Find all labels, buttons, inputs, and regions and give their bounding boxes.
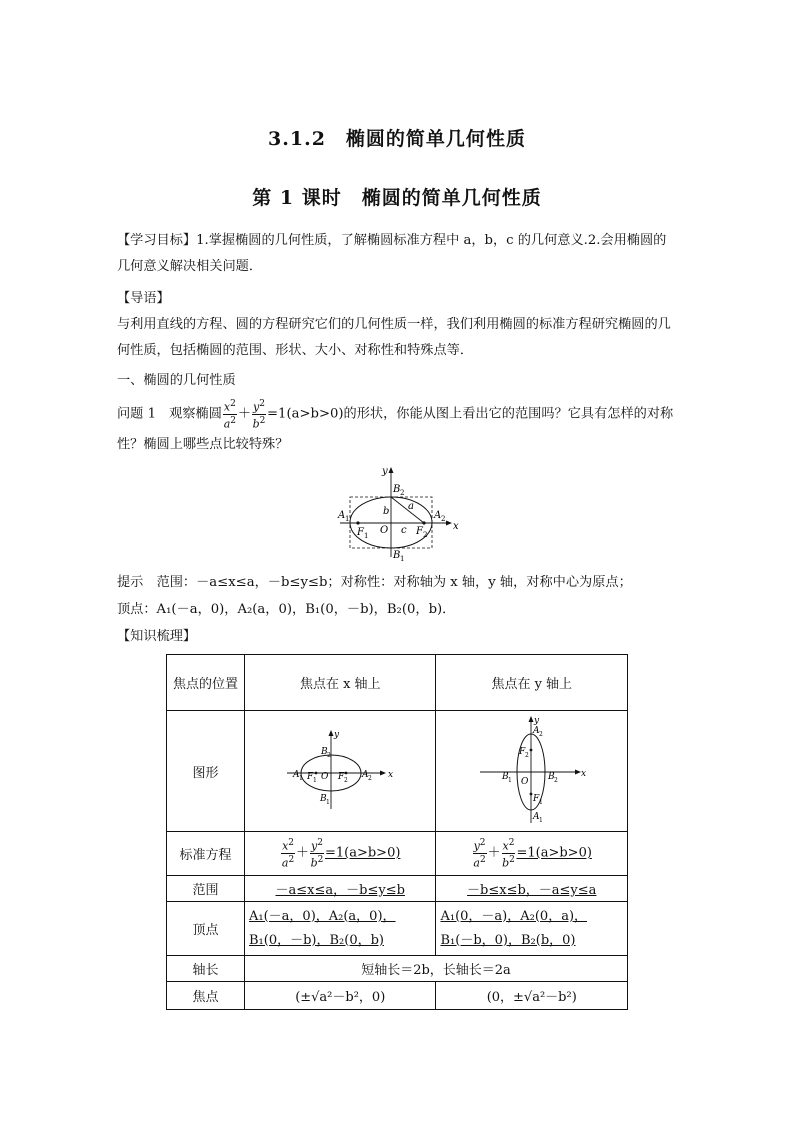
x-axis-arrow [380,771,386,776]
label-o: O [380,525,389,536]
fraction-x2-a2: $\frac{x^2}{a^2}$ [223,399,237,431]
label-f2: F [416,526,423,537]
label-b1-sub: 1 [508,777,513,784]
intro-label: 【导语】 [117,291,170,306]
table-row [167,655,628,711]
label-b2: B [393,484,401,495]
lesson-title: 第 1 课时 椭圆的简单几何性质 [252,187,542,209]
label-b2: B [320,747,328,757]
label-b2-sub: 2 [400,489,405,497]
label-a1-sub: 1 [345,515,350,523]
label-a2: A [361,770,369,780]
ellipse-figure-main [330,462,465,562]
fraction-x2-a2: $\frac{x^2}{a^2}$ [281,838,295,870]
hint-label: 提示 [117,575,144,590]
ellipse-figure-x [283,727,398,811]
range-y: －b≤x≤b，－a≤y≤a [436,876,628,902]
label-b2-sub: 2 [554,777,559,784]
label-f1-sub: 1 [312,777,317,784]
focus-point-f2 [422,521,425,524]
knowledge-label: 【知识梳理】 [117,629,197,644]
std-eq-x-cond: =1(a>b>0) [324,846,401,861]
x-axis-arrow [446,521,452,526]
label-x: x [387,770,393,780]
label-a: a [408,501,414,512]
fraction-y2-b2: $\frac{y^2}{b^2}$ [310,838,324,870]
label-b1: B [502,772,509,782]
fraction-y2-b2: $\frac{y^2}{b^2}$ [252,399,266,431]
focus-y: (0，±√a²－b²) [436,982,628,1010]
focus-point-f1 [314,772,317,775]
label-x: x [581,769,587,779]
fraction-x2-b2: $\frac{x^2}{b^2}$ [502,838,515,870]
question-1: 问题 1 观察椭圆 $\frac{x^2}{a^2}$ ＋ $\frac{y^2}{b^2}$ =1(a>b>0)的形状，你能从图上看出它的范围吗？它具有怎样的对称性？椭圆上哪些点比较特殊？ [117,399,674,453]
label-f2-sub: 2 [525,752,530,759]
label-f2: F [337,772,344,782]
table-row [167,902,628,956]
label-a1-sub: 1 [539,817,544,824]
label-a2: A [533,726,540,736]
question-label: 问题 1 [117,406,156,422]
figure-y-cell [436,711,628,832]
label-y: y [333,730,339,740]
label-a1: A [533,812,540,822]
std-eq-y-cond: =1(a>b>0) [516,846,592,861]
label-y: y [382,466,388,477]
label-o: O [521,777,529,787]
vertex-y-line-2: B₁(－b，0)，B₂(b，0) [440,932,576,948]
label-f1: F [533,794,540,804]
y-axis-arrow [389,467,394,473]
label-b2: B [548,772,555,782]
row-label-axis-length: 轴长 [167,956,245,982]
vertex-x-line-1: A₁(－a，0)，A₂(a，0)， [249,908,396,924]
label-f1: F [357,527,364,538]
heading-properties: 一、椭圆的几何性质 [117,373,236,388]
label-a1-sub: 1 [298,775,303,782]
label-c: c [401,525,407,536]
label-f2-sub: 2 [423,531,428,539]
section-title: 3.1.2 椭圆的简单几何性质 [268,128,526,150]
question-before: 观察椭圆 [169,406,222,422]
fraction-y2-a2: $\frac{y^2}{a^2}$ [473,838,486,870]
hint-line-2: 顶点：A₁(－a，0)，A₂(a，0)，B₁(0，－b)，B₂(0，b)． [117,602,456,617]
hint-line-1 [117,570,677,596]
focus-point-f2 [530,749,533,752]
vertex-y [436,902,628,956]
axis-length: 短轴长＝2b，长轴长＝2a [245,956,628,982]
label-o: O [320,772,329,782]
vertex-y-line-1: A₁(0，－a)，A₂(0，a)， [440,908,588,924]
figure-x-cell [245,711,436,832]
label-a1: A [292,770,300,780]
focus-point-f1 [530,793,533,796]
label-a2: A [434,510,442,521]
row-label-vertex: 顶点 [167,902,245,956]
hint-text-1: 范围：－a≤x≤a，－b≤y≤b；对称性：对称轴为 x 轴，y 轴，对称中心为原点； [156,575,632,590]
label-b1-sub: 1 [400,555,405,562]
row-label-range: 范围 [167,876,245,902]
label-a2-sub: 2 [441,515,446,523]
table-row [167,956,628,982]
header-x-axis: 焦点在 x 轴上 [245,655,436,711]
row-label-figure: 图形 [167,711,245,832]
question-after: =1(a>b>0)的形状，你能从图上看出它的范围吗？它具有怎样的对称性？椭圆上哪些点比较特殊？ [117,406,674,453]
label-b1: B [319,794,327,804]
label-y: y [534,716,540,726]
intro-text: 与利用直线的方程、圆的方程研究它们的几何性质一样，我们利用椭圆的标准方程研究椭圆的几何性质，包括椭圆的范围、形状、大小、对称性和特殊点等． [117,317,671,358]
label-f2-sub: 2 [343,777,348,784]
label-b: b [383,506,390,517]
table-row [167,876,628,902]
label-b1: B [393,550,401,561]
std-eq-x: $\frac{x^2}{a^2}$ ＋ $\frac{y^2}{b^2}$ =1(a>b>0) [245,832,436,876]
label-b1-sub: 1 [325,799,330,806]
label-a2-sub: 2 [367,775,372,782]
label-f2: F [519,747,526,757]
std-eq-y: $\frac{y^2}{a^2}$ ＋ $\frac{x^2}{b^2}$ =1(a>b>0) [436,832,628,876]
goals-text: 1.掌握椭圆的几何性质，了解椭圆标准方程中 a，b，c 的几何意义.2.会用椭圆的几何意义解决相关问题． [117,233,667,274]
focus-point-f2 [344,772,347,775]
label-a2-sub: 2 [539,731,544,738]
label-f1-sub: 1 [539,799,544,806]
vertex-x-line-2: B₁(0，－b)，B₂(0，b) [249,932,385,948]
learning-goals [117,228,677,280]
vertex-x [245,902,436,956]
range-x: －a≤x≤a，－b≤y≤b [245,876,436,902]
header-focus-position: 焦点的位置 [167,655,245,711]
focus-x: (±√a²－b²，0) [245,982,436,1010]
ellipse-figure-y [474,713,589,825]
focus-point-f1 [356,521,359,524]
row-label-focus: 焦点 [167,982,245,1010]
label-a1: A [338,510,346,521]
table-row [167,711,628,832]
label-f1-sub: 1 [364,532,369,540]
label-f1: F [306,772,313,782]
row-label-standard-equation: 标准方程 [167,832,245,876]
goals-label: 【学习目标】 [117,233,197,248]
y-axis-arrow [529,716,534,722]
label-x: x [453,521,459,532]
y-axis-arrow [328,730,333,736]
header-y-axis: 焦点在 y 轴上 [436,655,628,711]
table-row [167,832,628,876]
label-b2-sub: 2 [326,752,331,759]
properties-table [166,654,628,1010]
table-row [167,982,628,1010]
